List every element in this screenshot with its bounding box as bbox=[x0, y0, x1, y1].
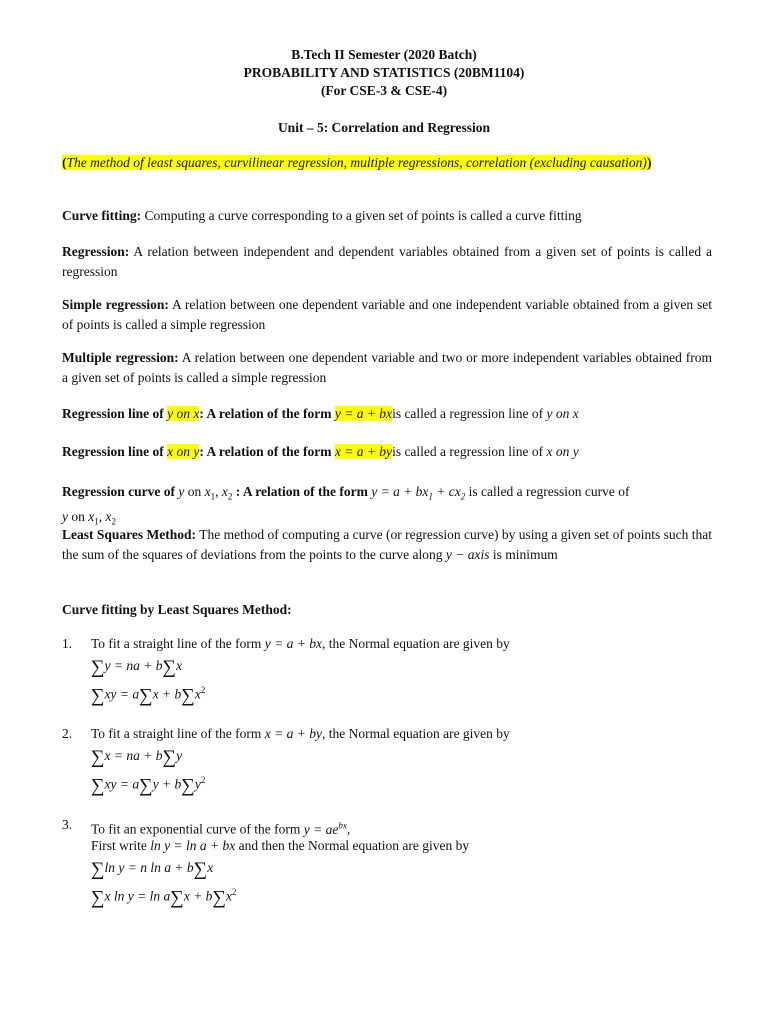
def-least-squares bbox=[62, 525, 712, 565]
math-y-on-x1-x2: y bbox=[178, 484, 185, 499]
list-item-1 bbox=[62, 634, 722, 654]
item-3-number: 3. bbox=[62, 817, 73, 832]
def-multiple-regression bbox=[62, 348, 712, 388]
text-least-squares: The method of computing a curve (or regression curve) by using a given set of points such that the sum of the squares of deviations from the points to the curve along bbox=[62, 527, 712, 562]
header-course: PROBABILITY AND STATISTICS (20BM1104) bbox=[243, 65, 525, 80]
item-1-number: 1. bbox=[62, 636, 73, 651]
text-multiple-regression: A relation between one dependent variable and two or more independent variables obtained from a given set of points is called a simple regression bbox=[62, 350, 712, 385]
text-is: is bbox=[492, 547, 502, 562]
term-multiple-regression: Multiple regression: bbox=[62, 350, 179, 365]
item-3-first-write: First write bbox=[91, 838, 147, 853]
formula-x-on-y: x = a + by bbox=[334, 444, 393, 459]
text-regression-curve-2: is called a regression curve of bbox=[468, 484, 630, 499]
item-3-then-text: and then the Normal equation are given by bbox=[238, 838, 470, 853]
item-2-text: To fit a straight line of the form bbox=[91, 726, 262, 741]
def-regression-line-y-on-x bbox=[62, 404, 579, 424]
def-regression-line-x-on-y bbox=[62, 442, 579, 462]
item-2-number: 2. bbox=[62, 726, 73, 741]
text-y-axis: y − axis bbox=[445, 547, 490, 562]
text-regression: A relation between independent and dependent variables obtained from a given set of points is called a regression bbox=[62, 244, 712, 279]
term-regression-curve: Regression curve of bbox=[62, 484, 175, 499]
formula-regression-curve: $y = a + bx_1 + cx_2$ bbox=[371, 484, 466, 502]
item-2-equation-1: ∑x = na + b∑y bbox=[91, 747, 183, 768]
term-curve-fitting: Curve fitting: bbox=[62, 208, 142, 223]
item-2-text-2: , the Normal equation are given by bbox=[321, 726, 510, 741]
item-1-text-2: , the Normal equation are given by bbox=[321, 636, 510, 651]
item-3-equation-1: ∑ln y = n ln a + b∑x bbox=[91, 859, 214, 880]
text-line-y-on-x-2: is called a regression line of bbox=[392, 406, 544, 421]
item-3-line-2 bbox=[91, 836, 469, 856]
formula-y-on-x: y = a + bx bbox=[334, 406, 393, 421]
item-3-equation-2: ∑x $\ln y = \ln a\sum x + b\sum x^2$ bbox=[91, 887, 237, 909]
term-line-y-on-x: Regression line of bbox=[62, 406, 164, 421]
term-regression: Regression: bbox=[62, 244, 130, 259]
item-1-equation-1: ∑y = na + b∑x bbox=[91, 657, 183, 678]
text-curve-fitting: Computing a curve corresponding to a given set of points is called a curve fitting bbox=[144, 208, 582, 223]
def-regression bbox=[62, 242, 712, 282]
term-least-squares: Least Squares Method: bbox=[62, 527, 197, 542]
course-header bbox=[0, 46, 768, 100]
item-3-text-2: , bbox=[346, 821, 351, 837]
text-line-x-on-y-1: : A relation of the form bbox=[199, 444, 332, 459]
highlight-y-on-x: y on x bbox=[167, 406, 200, 421]
item-3-log-form: ln y = ln a + bx bbox=[150, 838, 236, 853]
unit-title: Unit – 5: Correlation and Regression bbox=[277, 120, 491, 135]
def-curve-fitting bbox=[62, 206, 712, 226]
text-line-x-on-y-end: x on y bbox=[546, 444, 579, 459]
header-sections: (For CSE-3 & CSE-4) bbox=[320, 83, 448, 98]
list-item-3 bbox=[62, 815, 722, 835]
highlight-x-on-y: x on y bbox=[167, 444, 200, 459]
item-3-formula: $y = ae^{bx}$ bbox=[303, 820, 347, 837]
header-batch: B.Tech II Semester (2020 Batch) bbox=[291, 47, 477, 62]
list-item-2 bbox=[62, 724, 722, 744]
item-1-text: To fit a straight line of the form bbox=[91, 636, 262, 651]
item-3-text: To fit an exponential curve of the form bbox=[91, 821, 301, 837]
term-simple-regression: Simple regression: bbox=[62, 297, 169, 312]
item-2-equation-2: $\sum xy = a\sum y + b\sum y^2$ bbox=[91, 775, 206, 797]
term-line-x-on-y: Regression line of bbox=[62, 444, 164, 459]
text-line-y-on-x-1: : A relation of the form bbox=[199, 406, 332, 421]
text-regression-curve-1: : A relation of the form bbox=[235, 484, 368, 499]
def-simple-regression bbox=[62, 295, 712, 335]
def-regression-curve: Regression curve of y on $x_1$, $x_2$ : A relation of the form $y = a + bx_1 + cx_2$ is called a regression curve of y on $x_1$, $x_2$ bbox=[62, 484, 630, 527]
section-title: Curve fitting by Least Squares Method: bbox=[62, 602, 292, 617]
item-1-equation-2: $\sum xy = a\sum x + b\sum x^2$ bbox=[91, 685, 206, 707]
syllabus-note: (The method of least squares, curvilinear regression, multiple regressions, correlation (excluding causation)) bbox=[62, 155, 652, 170]
text-minimum: minimum bbox=[505, 547, 558, 562]
text-simple-regression: A relation between one dependent variable and one independent variable obtained from a given set of points is called a simple regression bbox=[62, 297, 713, 332]
item-1-formula: y = a + bx bbox=[264, 636, 322, 651]
syllabus-text: The method of least squares, curvilinear regression, multiple regressions, correlation (excluding causation) bbox=[66, 155, 647, 170]
text-line-y-on-x-end: y on x bbox=[546, 406, 579, 421]
text-line-x-on-y-2: is called a regression line of bbox=[392, 444, 544, 459]
item-2-formula: x = a + by bbox=[264, 726, 322, 741]
